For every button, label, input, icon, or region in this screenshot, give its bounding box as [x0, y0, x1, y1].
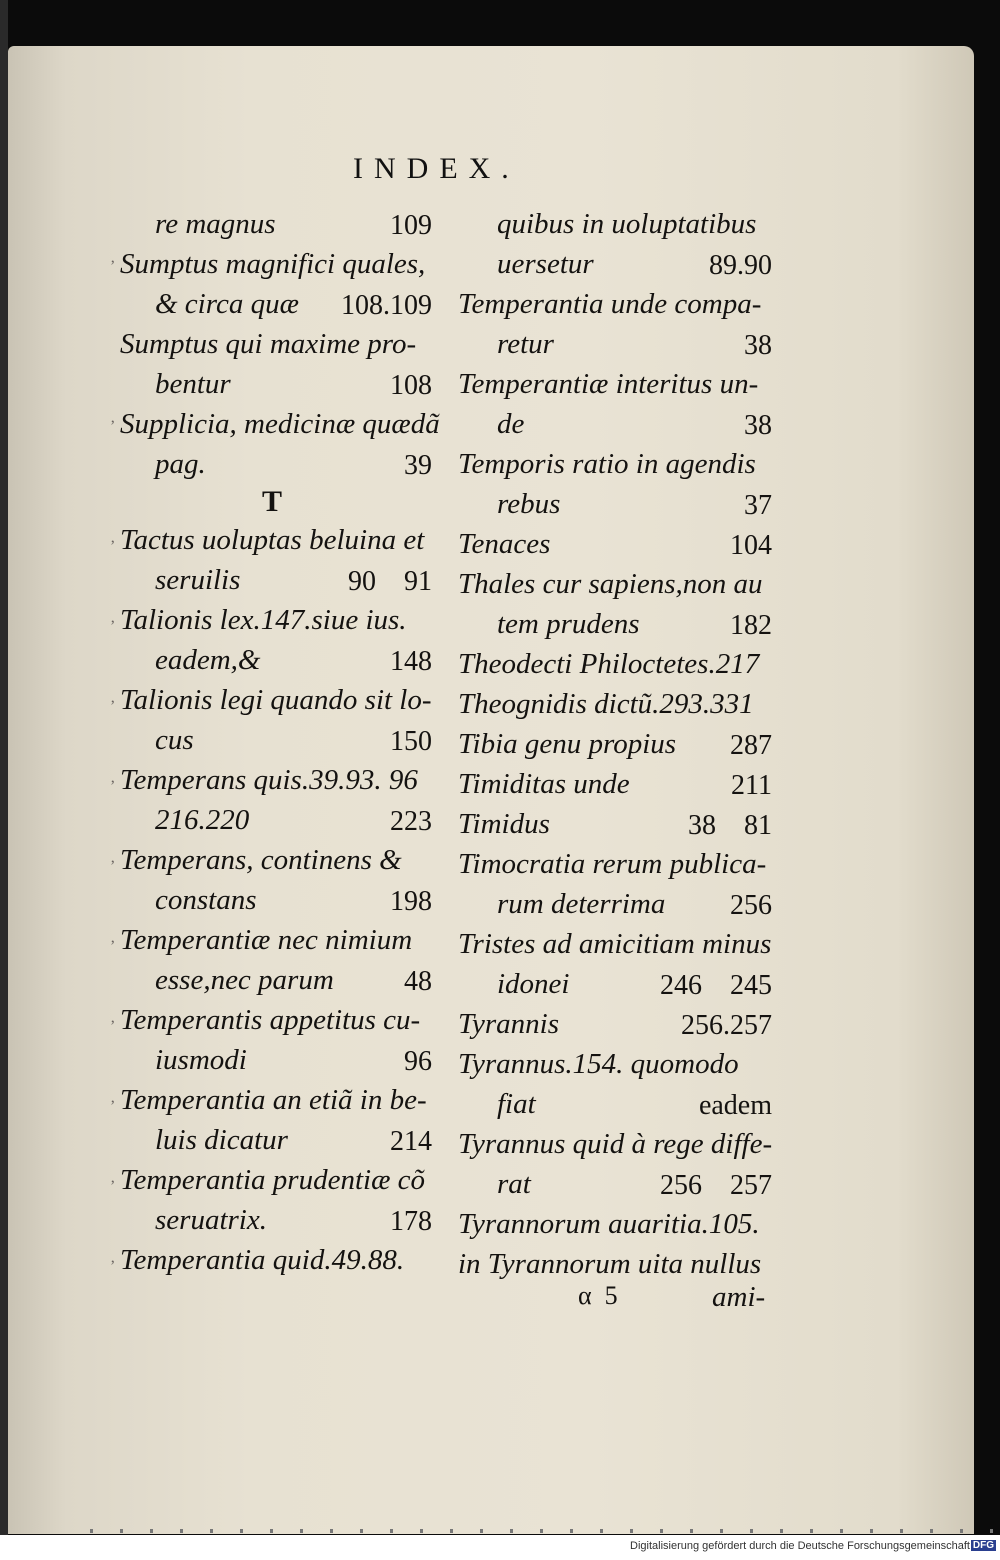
left-entry-page-number: 214 [390, 1126, 432, 1157]
right-entry-text: rebus [497, 488, 561, 520]
margin-mark: ʼ [110, 1258, 116, 1275]
right-entry-text: quibus in uoluptatibus [497, 208, 757, 240]
book-spine-edge [0, 0, 8, 1535]
margin-mark: ʼ [110, 938, 116, 955]
left-entry-text: Temperantia an etiã in be- [120, 1084, 427, 1116]
margin-mark: ʼ [110, 418, 116, 435]
left-entry-text: bentur [155, 368, 231, 400]
left-entry-text: seruatrix. [155, 1204, 267, 1236]
right-entry-text: uersetur [497, 248, 594, 280]
left-entry-text: luis dicatur [155, 1124, 288, 1156]
right-entry-text: Tenaces [458, 528, 551, 560]
right-entry-page-number: eadem [698, 1090, 772, 1121]
left-entry-page-number: 150 [390, 726, 432, 757]
left-entry-page-number: 109 [390, 210, 432, 241]
margin-mark: ʼ [110, 538, 116, 555]
left-entry-text: Temperantia prudentiæ cõ [120, 1164, 426, 1196]
page-title: INDEX. [353, 152, 520, 185]
right-entry-text: Tyrannorum auaritia.105. [458, 1208, 760, 1240]
left-entry-text: cus [155, 724, 194, 756]
right-entry-page-number: 287 [730, 730, 772, 761]
right-entry-text: Tyrannus quid à rege diffe- [458, 1128, 773, 1160]
left-entry-text: Temperantiæ nec nimium [120, 924, 413, 956]
right-entry-text: idonei [497, 968, 570, 1000]
left-entry-page-number: 178 [390, 1206, 432, 1237]
right-entry-page-number: 104 [730, 530, 772, 561]
left-entry-text: constans [155, 884, 257, 916]
left-entry-page-number: 108 [390, 370, 432, 401]
left-entry-text: Temperantia quid.49.88. [120, 1244, 405, 1276]
right-entry-page-number: 38 81 [688, 810, 772, 841]
right-entry-text: tem prudens [497, 608, 640, 640]
right-entry-text: Temperantia unde compa- [458, 288, 762, 320]
left-entry-text: Supplicia, medicinæ quædã [120, 408, 440, 440]
left-entry-text: Talionis lex.147.siue ius. [120, 604, 407, 636]
left-entry-page-number: 48 [404, 966, 432, 997]
left-entry-text: esse,nec parum [155, 964, 334, 996]
margin-mark: ʼ [110, 778, 116, 795]
left-entry-text: Sumptus qui maxime pro- [120, 328, 417, 360]
ruler-dots [90, 1529, 1000, 1533]
catchword: ami- [712, 1281, 766, 1313]
left-entry-page-number: 96 [404, 1046, 432, 1077]
right-entry-text: Timiditas unde [458, 768, 630, 800]
left-entry-text: pag. [155, 448, 206, 480]
right-entry-text: Tyrannis [458, 1008, 559, 1040]
right-entry-text: Thales cur sapiens,non au [458, 568, 763, 600]
left-entry-text: Temperans, continens & [120, 844, 402, 876]
right-entry-page-number: 256 [730, 890, 772, 921]
right-entry-text: Tristes ad amicitiam minus [458, 928, 772, 960]
right-entry-text: Theodecti Philoctetes.217 [458, 648, 760, 680]
right-entry-text: Tibia genu propius [458, 728, 677, 760]
left-entry-text: Temperantis appetitus cu- [120, 1004, 421, 1036]
margin-mark: ʼ [110, 1178, 116, 1195]
margin-mark: ʼ [110, 1018, 116, 1035]
right-entry-text: Timidus [458, 808, 550, 840]
left-entry-text: Temperans quis.39.93. 96 [120, 764, 418, 796]
margin-mark: ʼ [110, 858, 116, 875]
left-entry-text: re magnus [155, 208, 276, 240]
right-entry-page-number: 182 [730, 610, 772, 641]
left-entry-text: seruilis [155, 564, 241, 596]
right-entry-text: Theognidis dictũ.293.331 [458, 688, 754, 720]
margin-mark: ʼ [110, 258, 116, 275]
right-entry-text: Timocratia rerum publica- [458, 848, 767, 880]
right-entry-page-number: 37 [744, 490, 772, 521]
signature-mark: α 5 [578, 1281, 618, 1310]
right-entry-text: Temporis ratio in agendis [458, 448, 756, 480]
digitization-credit: Digitalisierung gefördert durch die Deutsche Forschungsgemeinschaft [630, 1540, 970, 1552]
left-entry-text: Talionis legi quando sit lo- [120, 684, 432, 716]
section-letter: T [262, 485, 283, 518]
dfg-logo: DFG [972, 1540, 994, 1551]
margin-mark: ʼ [110, 698, 116, 715]
left-entry-page-number: 39 [404, 450, 432, 481]
right-entry-page-number: 211 [731, 770, 772, 801]
left-entry-text: eadem,& [155, 644, 261, 676]
left-entry-text: iusmodi [155, 1044, 247, 1076]
right-entry-page-number: 256.257 [681, 1010, 772, 1041]
right-entry-text: in Tyrannorum uita nullus [458, 1248, 762, 1280]
right-entry-text: rum deterrima [497, 888, 666, 920]
right-entry-text: fiat [497, 1088, 536, 1120]
left-entry-text: Tactus uoluptas beluina et [120, 524, 425, 556]
margin-mark: ʼ [110, 1098, 116, 1115]
left-entry-page-number: 223 [390, 806, 432, 837]
right-entry-page-number: 38 [744, 330, 772, 361]
left-entry-page-number: 108.109 [341, 290, 432, 321]
right-entry-text: rat [497, 1168, 531, 1200]
right-entry-page-number: 89.90 [709, 250, 772, 281]
right-entry-text: Temperantiæ interitus un- [458, 368, 759, 400]
left-entry-page-number: 90 91 [348, 566, 432, 597]
left-entry-text: Sumptus magnifici quales, [120, 248, 426, 280]
left-entry-text: 216.220 [155, 804, 250, 836]
margin-mark: ʼ [110, 618, 116, 635]
right-entry-text: de [497, 408, 525, 440]
right-entry-page-number: 246 245 [660, 970, 772, 1001]
right-entry-page-number: 38 [744, 410, 772, 441]
left-entry-page-number: 198 [390, 886, 432, 917]
right-entry-page-number: 256 257 [660, 1170, 772, 1201]
right-entry-text: Tyrannus.154. quomodo [458, 1048, 739, 1080]
left-entry-page-number: 148 [390, 646, 432, 677]
right-entry-text: retur [497, 328, 554, 360]
left-entry-text: & circa quæ [155, 288, 299, 320]
